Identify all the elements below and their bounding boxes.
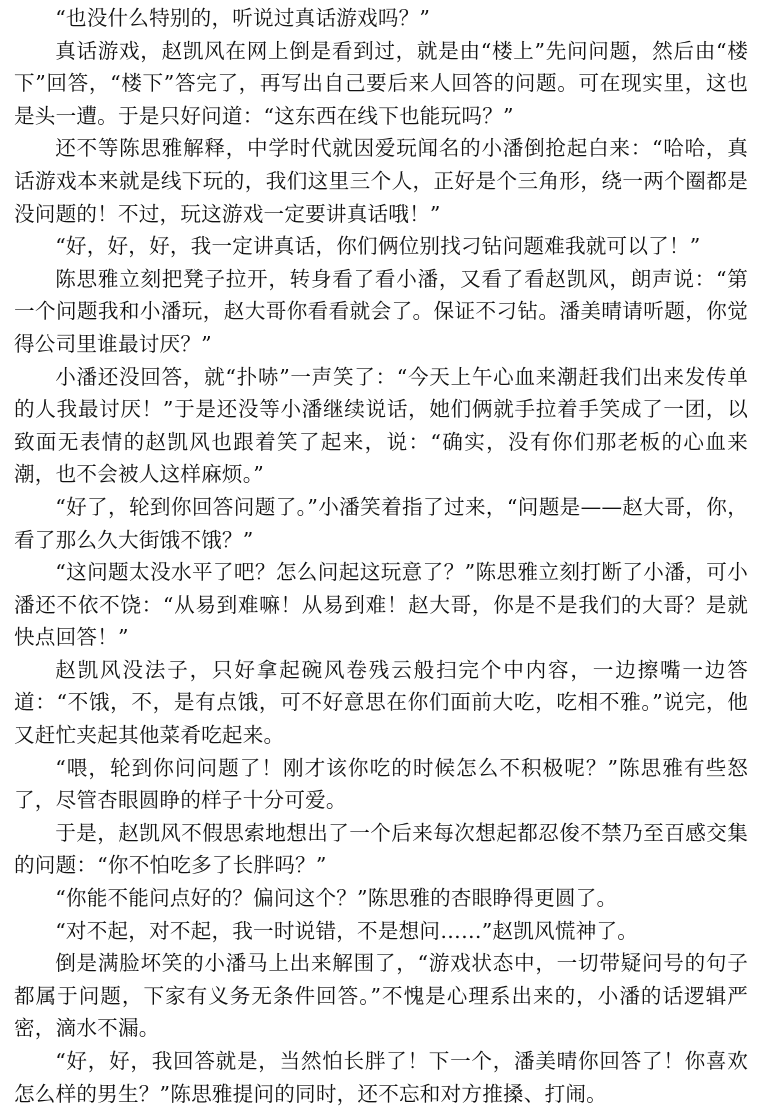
paragraph: 于是，赵凯风不假思索地想出了一个后来每次想起都忍俊不禁乃至百感交集的问题：“你不怕吃多了长胖吗？”: [14, 820, 748, 878]
paragraph: “对不起，对不起，我一时说错，不是想问……”赵凯风慌神了。: [55, 918, 639, 943]
paragraph: “你能不能问点好的？偏问这个？”陈思雅的杏眼睁得更圆了。: [55, 886, 618, 911]
paragraph: 小潘还没回答，就“扑哧”一声笑了：“今天上午心血来潮赶我们出来发传单的人我最讨厌！”于是还没等小潘继续说话，她们俩就手拉着手笑成了一团，以致面无表情的赵凯风也跟着笑了起来，说：“确实，没有你们那老板的心血来潮，也不会被人这样麻烦。”: [14, 364, 748, 487]
paragraph: 陈思雅立刻把凳子拉开，转身看了看小潘，又看了看赵凯风，朗声说：“第一个问题我和小潘玩，赵大哥你看看就会了。保证不刁钻。潘美晴请听题，你觉得公司里谁最讨厌？”: [14, 266, 748, 356]
document-page: [14, 2, 748, 1110]
paragraph: “好，好，我回答就是，当然怕长胖了！下一个，潘美晴你回答了！你喜欢怎么样的男生？”陈思雅提问的同时，还不忘和对方推搡、打闹。: [14, 1049, 748, 1106]
paragraph: 还不等陈思雅解释，中学时代就因爱玩闻名的小潘倒抢起白来：“哈哈，真话游戏本来就是线下玩的，我们这里三个人，正好是个三角形，绕一两个圈都是没问题的！不过，玩这游戏一定要讲真话哦！”: [14, 136, 748, 226]
paragraph: 赵凯风没法子，只好拿起碗风卷残云般扫完个中内容，一边擦嘴一边答道：“不饿，不，是有点饿，可不好意思在你们面前大吃，吃相不雅。”说完，他又赶忙夹起其他菜肴吃起来。: [14, 657, 748, 748]
paragraph: “这问题太没水平了吧？怎么问起这玩意了？”陈思雅立刻打断了小潘，可小潘还不依不饶：“从易到难嘛！从易到难！赵大哥，你是不是我们的大哥？是就快点回答！”: [14, 560, 748, 650]
paragraph: “好，好，好，我一定讲真话，你们俩位别找刁钻问题难我就可以了！”: [55, 234, 701, 259]
paragraph: “也没什么特别的，听说过真话游戏吗？”: [55, 6, 431, 30]
paragraph: “好了，轮到你回答问题了。”小潘笑着指了过来，“问题是——赵大哥，你，看了那么久大街饿不饿？”: [14, 494, 748, 552]
paragraph: 倒是满脸坏笑的小潘马上出来解围了，“游戏状态中，一切带疑问号的句子都属于问题，下家有义务无条件回答。”不愧是心理系出来的，小潘的话逻辑严密，滴水不漏。: [14, 951, 748, 1041]
paragraph: “喂，轮到你问问题了！刚才该你吃的时候怎么不积极呢？”陈思雅有些怒了，尽管杏眼圆睁的样子十分可爱。: [14, 755, 748, 813]
paragraph: 真话游戏，赵凯风在网上倒是看到过，就是由“楼上”先问问题，然后由“楼下”回答，“楼下”答完了，再写出自己要后来人回答的问题。可在现实里，这也是头一遭。于是只好问道：“这东西在线下也能玩吗？”: [14, 38, 748, 128]
